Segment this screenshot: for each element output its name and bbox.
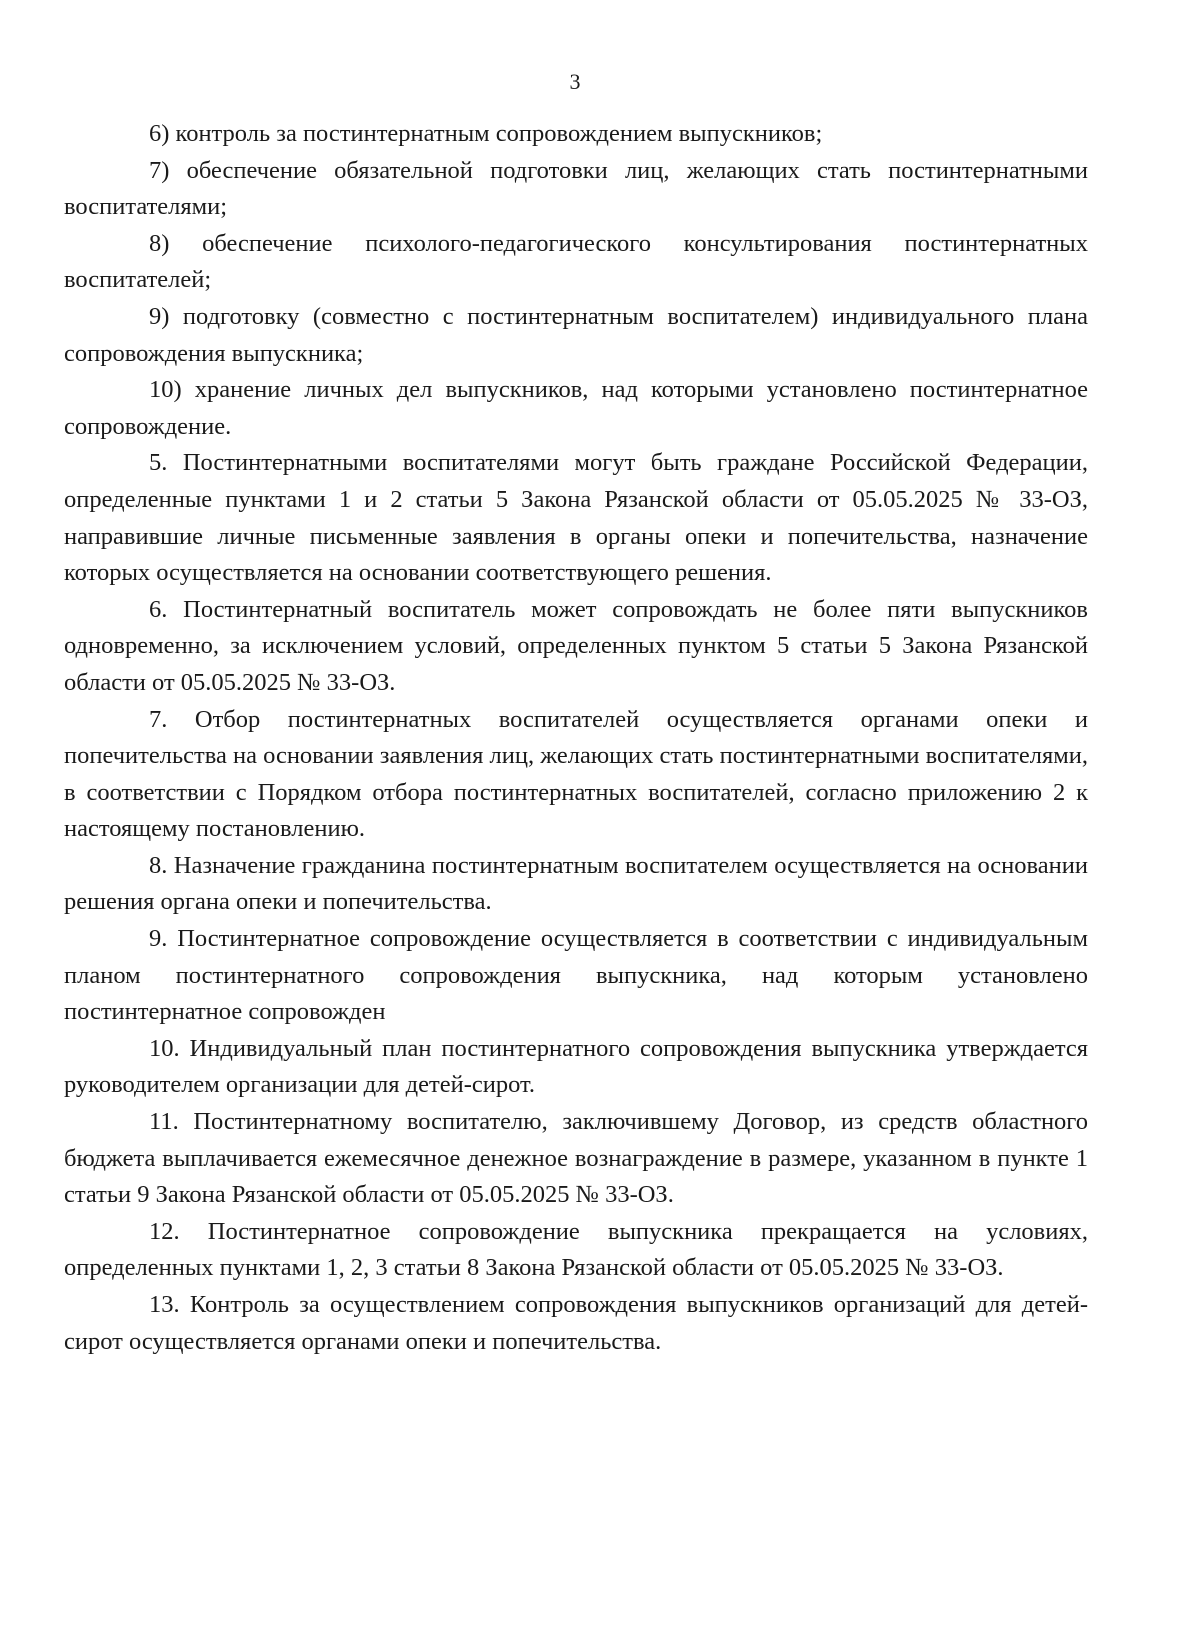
clause-10: 10. Индивидуальный план постинтернатного сопровождения выпускника утверждается руководителем организации для детей-сирот.	[64, 1034, 1088, 1099]
document-body	[64, 116, 1088, 1360]
list-item-7: 7) обеспечение обязательной подготовки лиц, желающих стать постинтернатными воспитателями;	[64, 156, 1088, 221]
clause-9: 9. Постинтернатное сопровождение осуществляется в соответствии с индивидуальным планом постинтернатного сопровождения выпускника, над которым установлено постинтернатное сопровожден	[64, 925, 1088, 1026]
page-number: 3	[569, 69, 581, 94]
clause-13: 13. Контроль за осуществлением сопровождения выпускников организаций для детей-сирот осуществляется органами опеки и попечительства.	[64, 1291, 1088, 1355]
list-item-8: 8) обеспечение психолого-педагогического консультирования постинтернатных воспитателей;	[64, 229, 1088, 294]
list-item-9: 9) подготовку (совместно с постинтернатным воспитателем) индивидуального плана сопровождения выпускника;	[64, 302, 1088, 367]
list-item-6: 6) контроль за постинтернатным сопровождением выпускников;	[149, 120, 823, 147]
clause-11: 11. Постинтернатному воспитателю, заключившему Договор, из средств областного бюджета выплачивается ежемесячное денежное вознаграждение в размере, указанном в пункте 1 статьи 9 Закона Рязанской области от 05.05.2025 № 33-ОЗ.	[64, 1108, 1088, 1209]
clause-5: 5. Постинтернатными воспитателями могут быть граждане Российской Федерации, определенные пунктами 1 и 2 статьи 5 Закона Рязанской области от 05.05.2025 № 33-ОЗ, направившие личные письменные заявления в органы опеки и попечительства, назначение которых осуществляется на основании соответствующего решения.	[64, 449, 1088, 587]
clause-6: 6. Постинтернатный воспитатель может сопровождать не более пяти выпускников одновременно, за исключением условий, определенных пунктом 5 статьи 5 Закона Рязанской области от 05.05.2025 № 33-ОЗ.	[64, 595, 1088, 696]
clause-12: 12. Постинтернатное сопровождение выпускника прекращается на условиях, определенных пунктами 1, 2, 3 статьи 8 Закона Рязанской области от 05.05.2025 № 33-ОЗ.	[64, 1217, 1088, 1282]
list-item-10: 10) хранение личных дел выпускников, над которыми установлено постинтернатное сопровождение.	[64, 376, 1088, 440]
clause-7: 7. Отбор постинтернатных воспитателей осуществляется органами опеки и попечительства на основании заявления лиц, желающих стать постинтернатными воспитателями, в соответствии с Порядком отбора постинтернатных воспитателей, согласно приложению 2 к настоящему постановлению.	[64, 705, 1088, 843]
clause-8: 8. Назначение гражданина постинтернатным воспитателем осуществляется на основании решения органа опеки и попечительства.	[64, 851, 1088, 916]
